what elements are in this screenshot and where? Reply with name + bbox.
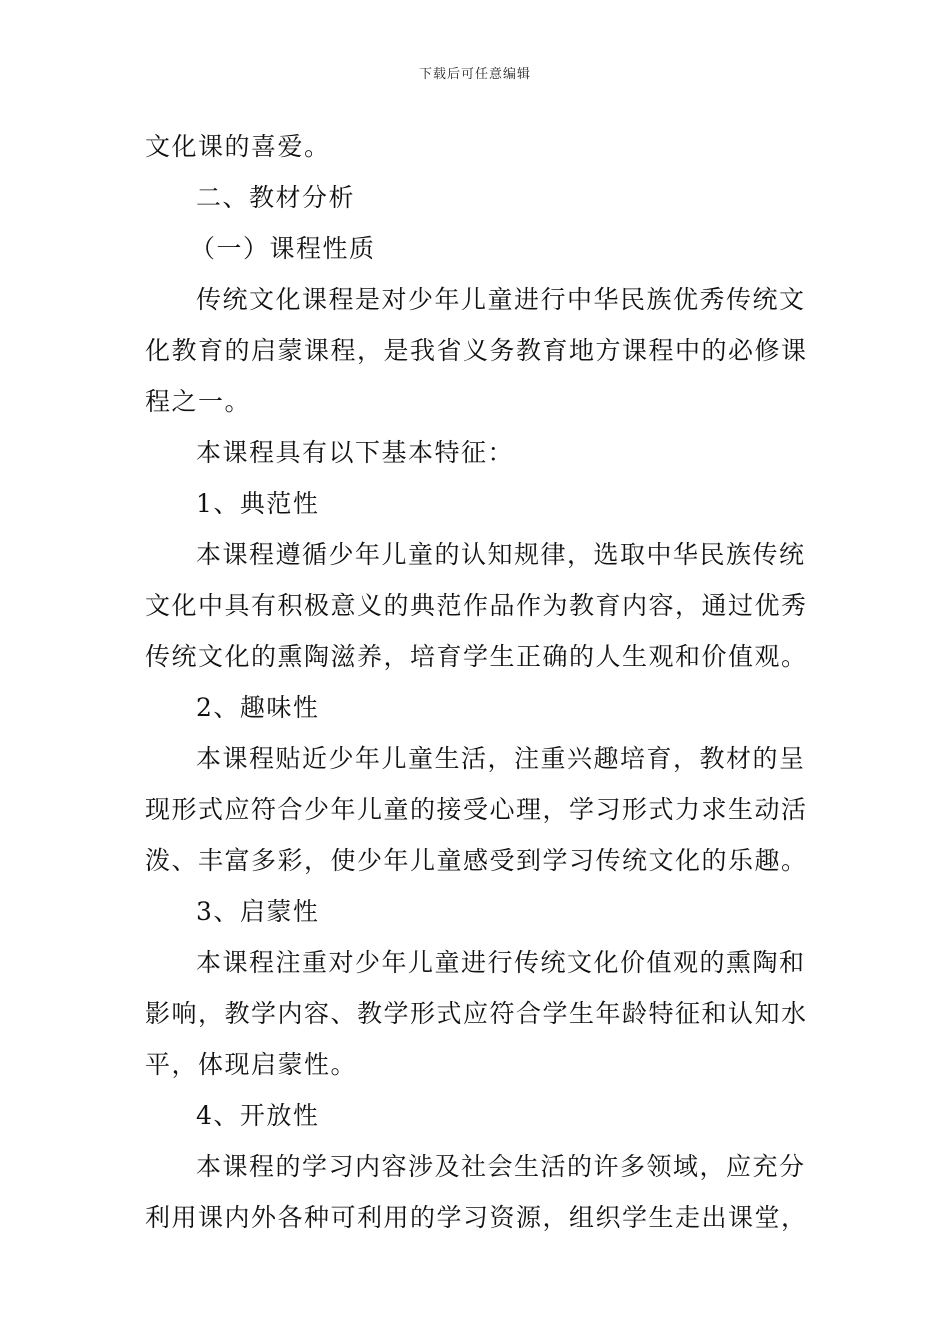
body-line: 本课程贴近少年儿童生活，注重兴趣培育，教材的呈 <box>196 744 806 773</box>
body-line: 传统文化课程是对少年儿童进行中华民族优秀传统文 <box>196 285 806 314</box>
body-line: 影响，教学内容、教学形式应符合学生年龄特征和认知水 <box>145 999 808 1028</box>
body-line: 本课程遵循少年儿童的认知规律，选取中华民族传统 <box>196 540 806 569</box>
body-line: 泼、丰富多彩，使少年儿童感受到学习传统文化的乐趣。 <box>145 846 808 875</box>
body-line: 文化中具有积极意义的典范作品作为教育内容，通过优秀 <box>145 591 808 620</box>
section-heading: 二、教材分析 <box>196 183 356 212</box>
body-line: 本课程注重对少年儿童进行传统文化价值观的熏陶和 <box>196 948 806 977</box>
body-line: 利用课内外各种可利用的学习资源，组织学生走出课堂， <box>145 1203 808 1232</box>
body-line: 本课程具有以下基本特征： <box>196 438 515 467</box>
body-line: 程之一。 <box>145 387 252 416</box>
body-line: 平，体现启蒙性。 <box>145 1050 358 1079</box>
feature-heading: 3、启蒙性 <box>196 897 320 926</box>
body-line: 现形式应符合少年儿童的接受心理，学习形式力求生动活 <box>145 795 808 824</box>
document-body <box>145 121 808 1243</box>
feature-heading: 2、趣味性 <box>196 693 320 722</box>
body-line: 传统文化的熏陶滋养，培育学生正确的人生观和价值观。 <box>145 642 808 671</box>
body-line: 文化课的喜爱。 <box>145 132 331 161</box>
feature-heading: 1、典范性 <box>196 489 320 518</box>
body-line: 化教育的启蒙课程，是我省义务教育地方课程中的必修课 <box>145 336 808 365</box>
header-note: 下载后可任意编辑 <box>418 67 531 82</box>
feature-heading: 4、开放性 <box>196 1101 320 1130</box>
subsection-heading: （一）课程性质 <box>190 234 376 263</box>
body-line: 本课程的学习内容涉及社会生活的许多领域，应充分 <box>196 1152 806 1181</box>
